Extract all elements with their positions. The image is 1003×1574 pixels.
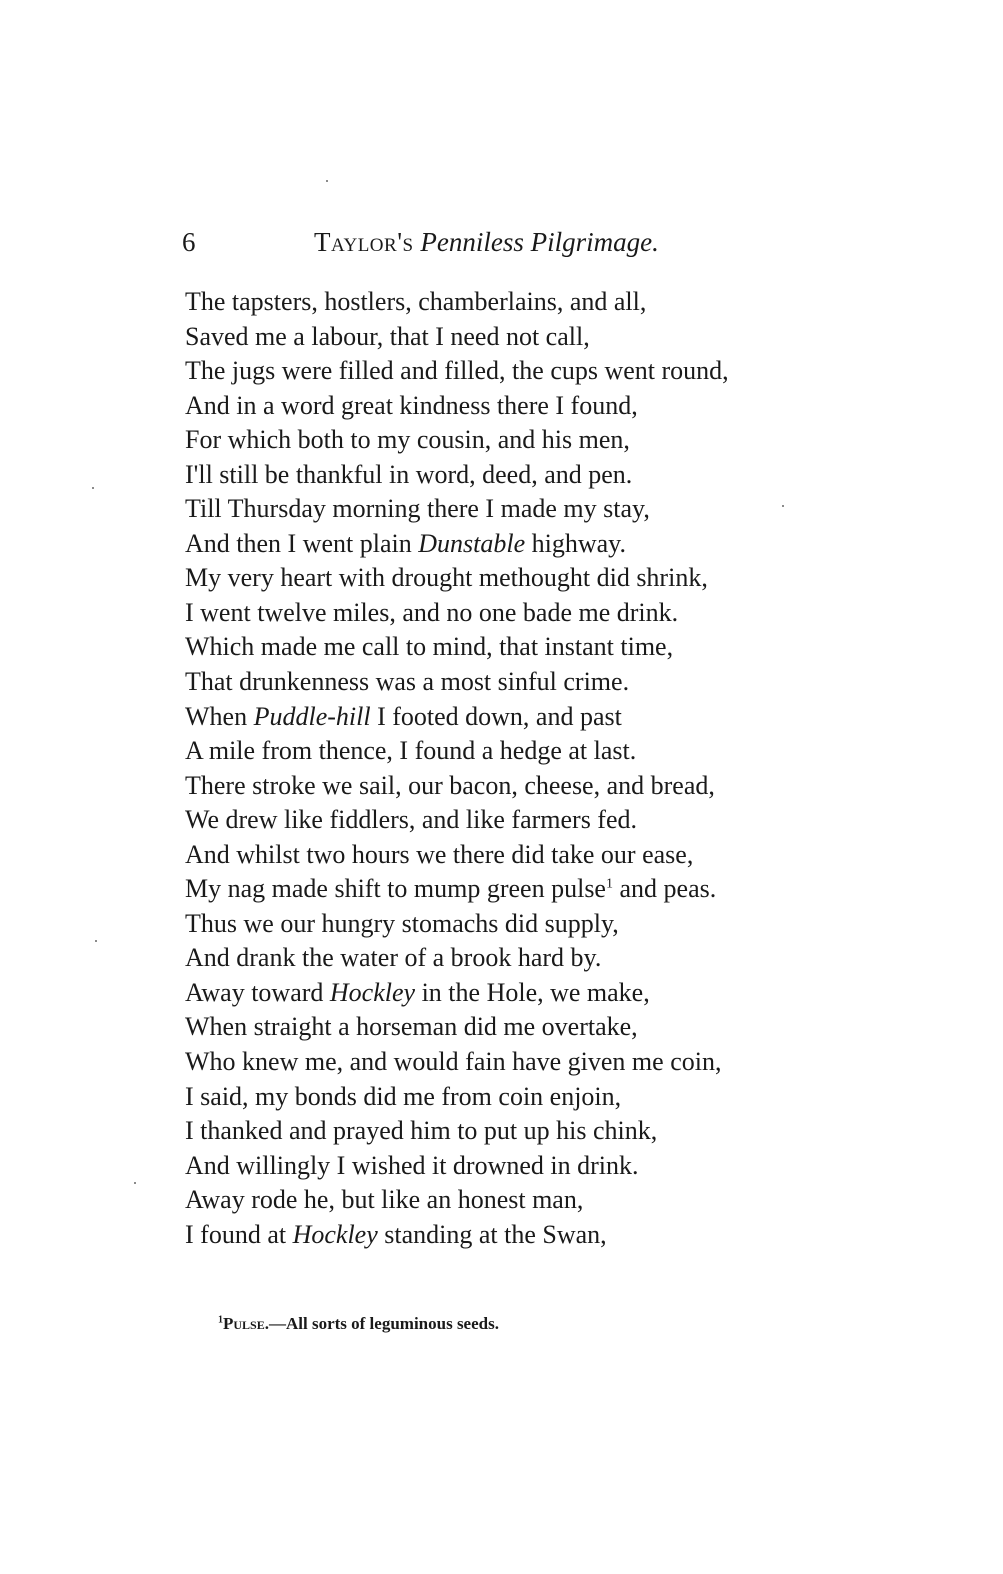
line-text: And then I went plain	[185, 528, 419, 558]
footnote-marker: 1	[218, 1314, 223, 1326]
italic-place-name: Hockley	[329, 977, 416, 1007]
line-text: I found at	[185, 1219, 293, 1249]
poem-line: The jugs were filled and filled, the cups went round,	[185, 356, 729, 386]
footnote-reference: 1	[605, 876, 613, 892]
line-text: and peas.	[612, 874, 717, 904]
footnote-text: —All sorts of leguminous seeds.	[268, 1314, 499, 1333]
line-text: I footed down, and past	[370, 701, 622, 731]
poem-line: When straight a horseman did me overtake,	[185, 1012, 638, 1042]
line-text: in the Hole, we make,	[415, 977, 650, 1007]
running-title-work: Penniless Pilgrimage.	[420, 227, 659, 257]
footnote	[218, 1312, 499, 1336]
line-text: Away toward	[185, 977, 330, 1007]
print-speck	[326, 180, 328, 182]
italic-place-name: Hockley	[292, 1219, 378, 1249]
poem-line: Saved me a labour, that I need not call,	[185, 321, 590, 351]
page-number: 6	[182, 227, 196, 257]
poem-line: The tapsters, hostlers, chamberlains, and all,	[185, 287, 647, 316]
poem-line: And willingly I wished it drowned in drink.	[185, 1150, 639, 1180]
poem-text	[185, 285, 885, 1252]
poem-line	[185, 976, 885, 1011]
poem-line	[185, 1218, 885, 1253]
poem-line: Who knew me, and would fain have given me coin,	[185, 1047, 722, 1077]
running-title-author: Taylor's	[314, 227, 414, 257]
poem-line	[185, 872, 885, 907]
italic-place-name: Puddle-hill	[253, 701, 371, 731]
poem-line: We drew like fiddlers, and like farmers fed.	[185, 805, 638, 835]
italic-place-name: Dunstable	[418, 528, 526, 558]
poem-line: I went twelve miles, and no one bade me drink.	[185, 597, 679, 627]
poem-line: There stroke we sail, our bacon, cheese, and bread,	[185, 770, 715, 800]
running-header	[182, 222, 782, 262]
poem-line: Which made me call to mind, that instant time,	[185, 632, 674, 662]
print-speck	[134, 1182, 136, 1184]
poem-line: My very heart with drought methought did shrink,	[185, 563, 708, 593]
print-speck	[92, 487, 94, 489]
poem-line: I'll still be thankful in word, deed, and pen.	[185, 459, 633, 489]
poem-line: I thanked and prayed him to put up his chink,	[185, 1116, 658, 1146]
print-speck	[782, 505, 784, 507]
line-text: When	[185, 701, 254, 731]
running-title	[314, 222, 659, 262]
poem-line: For which both to my cousin, and his men,	[185, 425, 630, 455]
poem-line: A mile from thence, I found a hedge at last.	[185, 736, 637, 766]
poem-line: Away rode he, but like an honest man,	[185, 1185, 584, 1215]
poem-line	[185, 527, 885, 562]
poem-line: I said, my bonds did me from coin enjoin,	[185, 1081, 622, 1111]
poem-line: Till Thursday morning there I made my stay,	[185, 494, 650, 524]
footnote-term: Pulse.	[223, 1314, 269, 1333]
line-text: standing at the Swan,	[377, 1219, 607, 1249]
poem-line: That drunkenness was a most sinful crime.	[185, 667, 630, 697]
line-text: My nag made shift to mump green pulse	[185, 874, 606, 904]
poem-line: Thus we our hungry stomachs did supply,	[185, 908, 619, 938]
poem-line: And whilst two hours we there did take our ease,	[185, 839, 694, 869]
poem-line	[185, 700, 885, 735]
poem-line: And drank the water of a brook hard by.	[185, 943, 602, 973]
poem-line: And in a word great kindness there I found,	[185, 390, 638, 420]
line-text: highway.	[525, 528, 626, 558]
print-speck	[95, 940, 97, 942]
